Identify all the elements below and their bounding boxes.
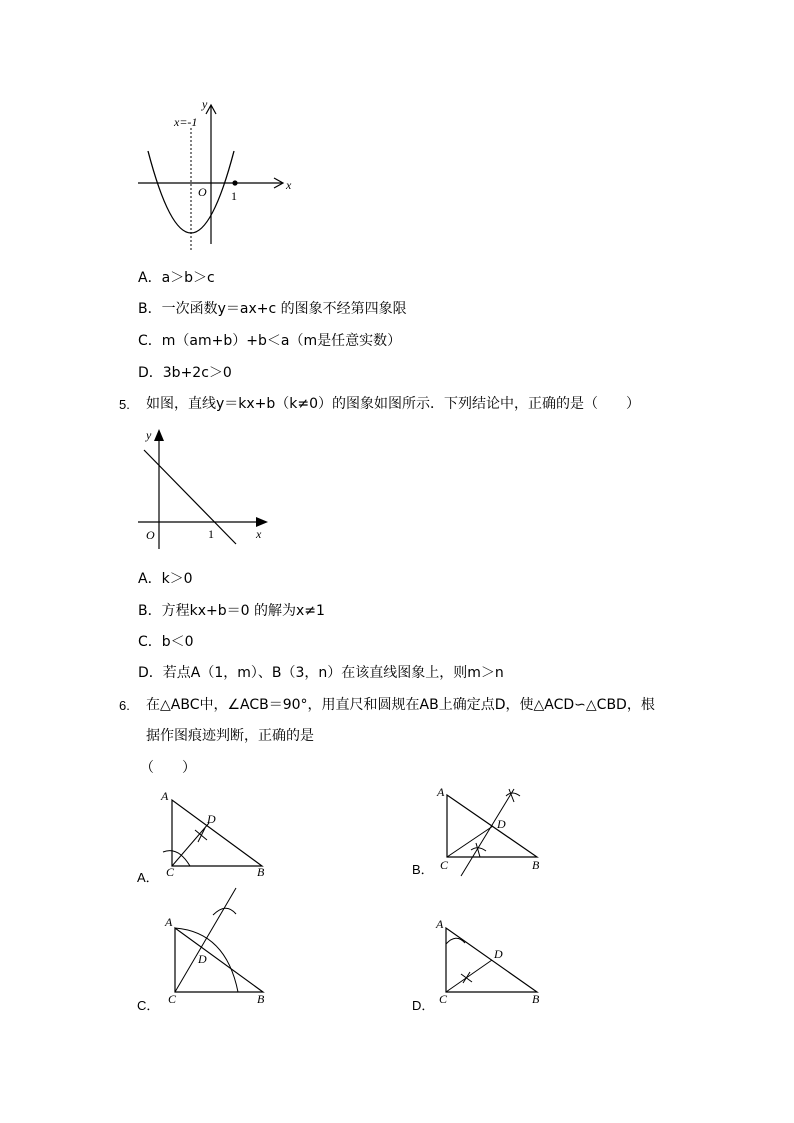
q5-number: 5. (119, 397, 130, 412)
q6-stem-line1: 在△ABC中，∠ACB＝90°，用直尺和圆规在AB上确定点D，使△ACD∽△CBD，根 (146, 697, 655, 713)
q4-origin-label: O (198, 185, 207, 199)
q5-origin-label: O (146, 528, 155, 542)
svg-text:C: C (168, 992, 177, 1006)
q4-option-c: C．m（am+b）+b＜a（m是任意实数） (138, 333, 402, 349)
svg-text:B: B (257, 992, 265, 1006)
svg-text:B: B (532, 992, 540, 1006)
q6-stem-line3: （ ） (140, 760, 196, 776)
svg-text:C: C (439, 992, 448, 1006)
q4-option-a: A．a＞b＞c (138, 270, 215, 286)
q5-option-b: B．方程kx+b＝0 的解为x≠1 (138, 603, 325, 619)
svg-text:D: D (497, 817, 506, 831)
svg-text:A: A (437, 785, 445, 799)
q4-axis-y-label: y (202, 97, 208, 111)
q6-option-c-label: C． (137, 998, 160, 1013)
q6-stem-line2: 据作图痕迹判断，正确的是 (146, 728, 314, 744)
q5-point-label: 1 (208, 527, 214, 541)
q5-option-d: D．若点A（1，m）、B（3，n）在该直线图象上，则m＞n (138, 665, 504, 681)
q5-option-c: C．b＜0 (138, 634, 194, 650)
q5-option-a: A．k＞0 (138, 571, 193, 587)
q5-axis-x-label: x (256, 527, 262, 541)
q4-axis-x-label: x (286, 178, 292, 192)
svg-text:B: B (257, 865, 265, 879)
q6-option-d-label: D． (412, 998, 435, 1013)
svg-text:A: A (161, 789, 169, 803)
q4-point-label: 1 (231, 189, 237, 203)
svg-text:B: B (532, 858, 540, 872)
q4-option-d: D．3b+2c＞0 (138, 365, 232, 381)
svg-text:C: C (166, 865, 175, 879)
q4-line-label: x=-1 (174, 115, 198, 129)
svg-text:D: D (494, 947, 503, 961)
svg-text:D: D (198, 952, 207, 966)
svg-text:A: A (165, 915, 173, 929)
q4-option-b: B．一次函数y＝ax+c 的图象不经第四象限 (138, 301, 407, 317)
q5-axis-y-label: y (146, 428, 152, 442)
svg-text:D: D (207, 812, 216, 826)
q6-option-a-label: A． (137, 870, 159, 885)
svg-text:C: C (440, 858, 449, 872)
q6-number: 6. (119, 698, 130, 713)
q6-option-b-label: B． (412, 862, 434, 877)
svg-text:A: A (436, 917, 444, 931)
q5-stem: 如图，直线y＝kx+b（k≠0）的图象如图所示．下列结论中，正确的是（ ） (146, 396, 641, 412)
